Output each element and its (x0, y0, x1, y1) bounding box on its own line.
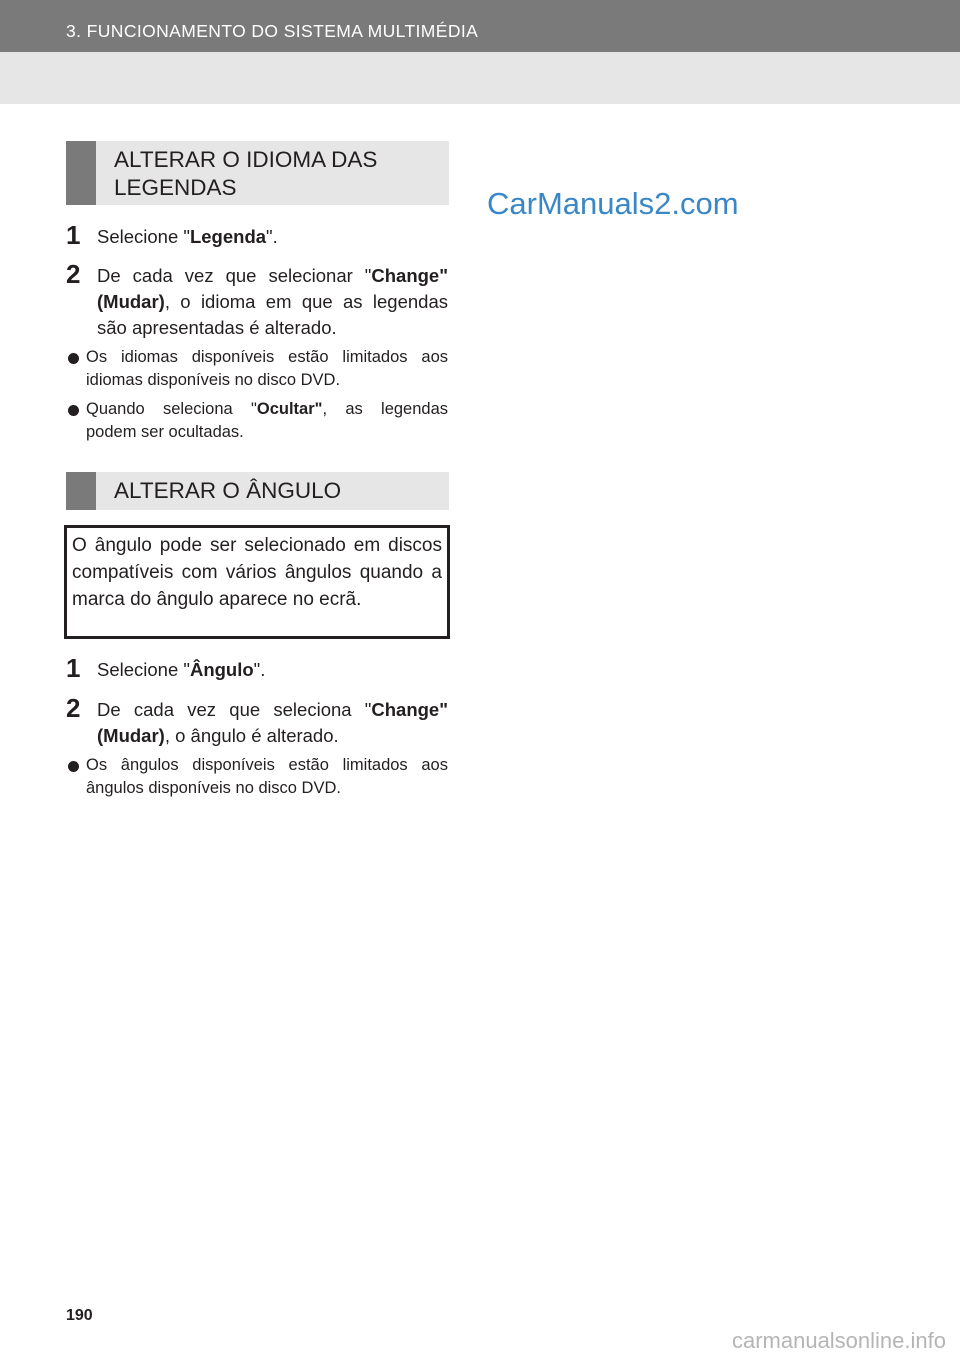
step-text-part: , o ângulo é alterado. (164, 725, 339, 746)
bullet-item (66, 346, 448, 392)
step-text (97, 697, 448, 749)
bullet-item (66, 754, 448, 800)
step-text-bold: Ângulo (189, 659, 254, 680)
step-number: 2 (66, 259, 81, 289)
bullet-dot-icon (68, 353, 79, 364)
section-heading-angle (66, 472, 449, 510)
step-item (66, 653, 448, 683)
step-text (97, 224, 448, 250)
section-heading-text: ALTERAR O ÂNGULO (114, 478, 342, 503)
step-text-bold: Change" (Mudar) (97, 699, 448, 746)
step-text-part: , o idioma em que as legendas são apresentadas é alterado. (97, 291, 448, 338)
bullet-text (86, 398, 448, 444)
step-text-bold: Change" (Mudar) (97, 265, 448, 312)
step-text-part: De cada vez que selecionar " (97, 265, 372, 286)
section-heading-subtitles (66, 141, 449, 205)
bullet-dot-icon (68, 405, 79, 416)
info-box: O ângulo pode ser selecionado em discos compatíveis com vários ângulos quando a marca do ângulo aparece no ecrã. (64, 525, 450, 639)
step-number: 1 (66, 653, 81, 683)
heading-tab (66, 141, 96, 205)
header-bar (0, 0, 960, 52)
bullet-text-part: Os idiomas disponíveis estão limitados aos idiomas disponíveis no disco DVD. (86, 348, 448, 389)
footer-watermark: carmanualsonline.info (731, 1328, 946, 1353)
step-item (66, 259, 448, 341)
bullet-text-part: Quando seleciona " (86, 400, 257, 418)
bullet-text-part: Os ângulos disponíveis estão limitados aos ângulos disponíveis no disco DVD. (86, 756, 448, 797)
page-number: 190 (66, 1307, 93, 1324)
bullet-text (86, 346, 448, 392)
bullet-text-part: , as legendas podem ser ocultadas. (86, 400, 448, 441)
watermark-text: CarManuals2.com (487, 186, 739, 221)
step-text-bold: Legenda (189, 226, 267, 247)
step-item (66, 220, 448, 250)
step-number: 1 (66, 220, 81, 250)
step-text-part: ". (266, 226, 278, 247)
bullet-dot-icon (68, 761, 79, 772)
step-text-part: De cada vez que seleciona " (97, 699, 372, 720)
heading-tab (66, 472, 96, 510)
step-text (97, 657, 448, 683)
step-text-part: Selecione " (97, 226, 190, 247)
step-item (66, 693, 448, 749)
step-text-part: ". (253, 659, 266, 680)
bullet-text-bold: Ocultar" (256, 400, 323, 418)
step-text (97, 263, 448, 341)
step-number: 2 (66, 693, 81, 723)
bullet-item (66, 398, 448, 444)
step-text-part: Selecione " (97, 659, 190, 680)
chapter-title: 3. FUNCIONAMENTO DO SISTEMA MULTIMÉDIA (66, 21, 479, 41)
bullet-text (86, 754, 448, 800)
section-heading-text: ALTERAR O IDIOMA DAS LEGENDAS (114, 147, 378, 200)
